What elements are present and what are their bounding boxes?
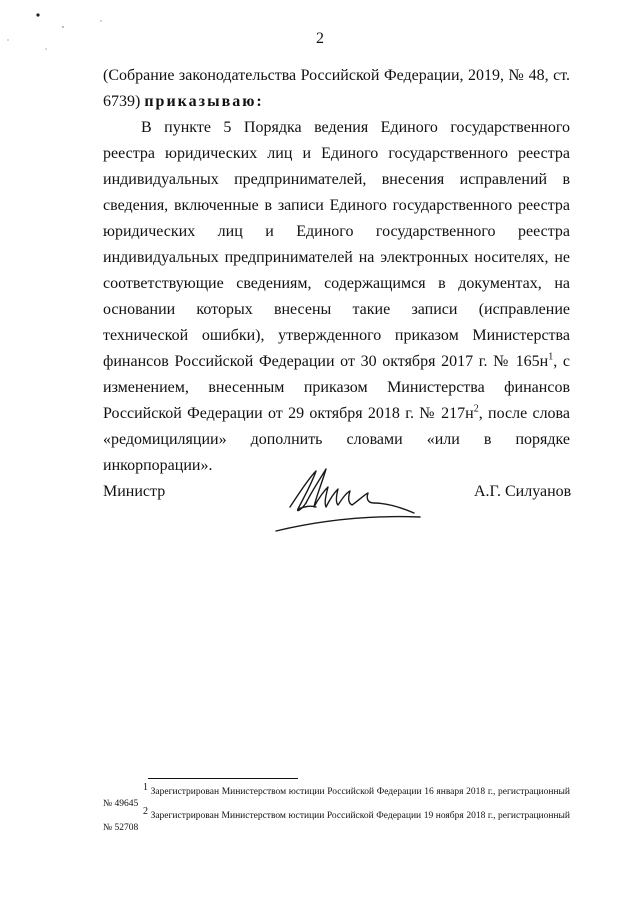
handwritten-signature <box>268 457 428 537</box>
footnote-2 <box>103 805 570 834</box>
intro-text: (Собрание законодательства Российской Федерации, 2019, № 48, ст. 6739) <box>103 67 570 110</box>
signatory-role: Министр <box>103 483 166 500</box>
footnote-2-text: Зарегистрирован Министерством юстиции Российской Федерации 19 ноября 2018 г., регистрационный № 52708 <box>103 811 570 833</box>
footnotes <box>103 781 570 834</box>
footnote-ref-1: 1 <box>548 351 554 363</box>
footnote-2-mark: 2 <box>143 805 148 817</box>
signatory-name: А.Г. Силуанов <box>474 483 572 500</box>
footnote-divider <box>148 778 298 779</box>
document-body <box>103 63 570 479</box>
intro-paragraph <box>103 63 570 115</box>
footnote-ref-2: 2 <box>473 403 479 415</box>
main-text-part-1: В пункте 5 Порядка ведения Единого государственного реестра юридических лиц и Единого государственного реестра индивидуальных предпринимателей, внесения исправлений в сведения, включенные в записи Единого государственного реестра юридических лиц и Единого государственного реестра индивидуальных предпринимателей на электронных носителях, не соответствующие сведениям, содержащимся в документах, на основании которых внесены такие записи (исправление технической ошибки), утвержденного приказом Министерства финансов Российской Федерации от 30 октября 2017 г. № 165н <box>103 119 570 370</box>
main-text-part-2: , с изменением, внесенным приказом Министерства финансов Российской Федерации от 29 октября 2018 г. № 217н <box>103 353 570 422</box>
main-paragraph <box>103 115 570 479</box>
main-text-part-3: , после слова «редомициляции» дополнить словами «или в порядке инкорпорации». <box>103 405 571 474</box>
order-keyword: приказываю: <box>144 93 264 110</box>
page-number: 2 <box>316 30 324 47</box>
footnote-1-mark: 1 <box>143 781 148 793</box>
footnote-1-text: Зарегистрирован Министерством юстиции Российской Федерации 16 января 2018 г., регистрационный № 49645 <box>103 787 570 809</box>
footnote-1 <box>103 781 570 810</box>
